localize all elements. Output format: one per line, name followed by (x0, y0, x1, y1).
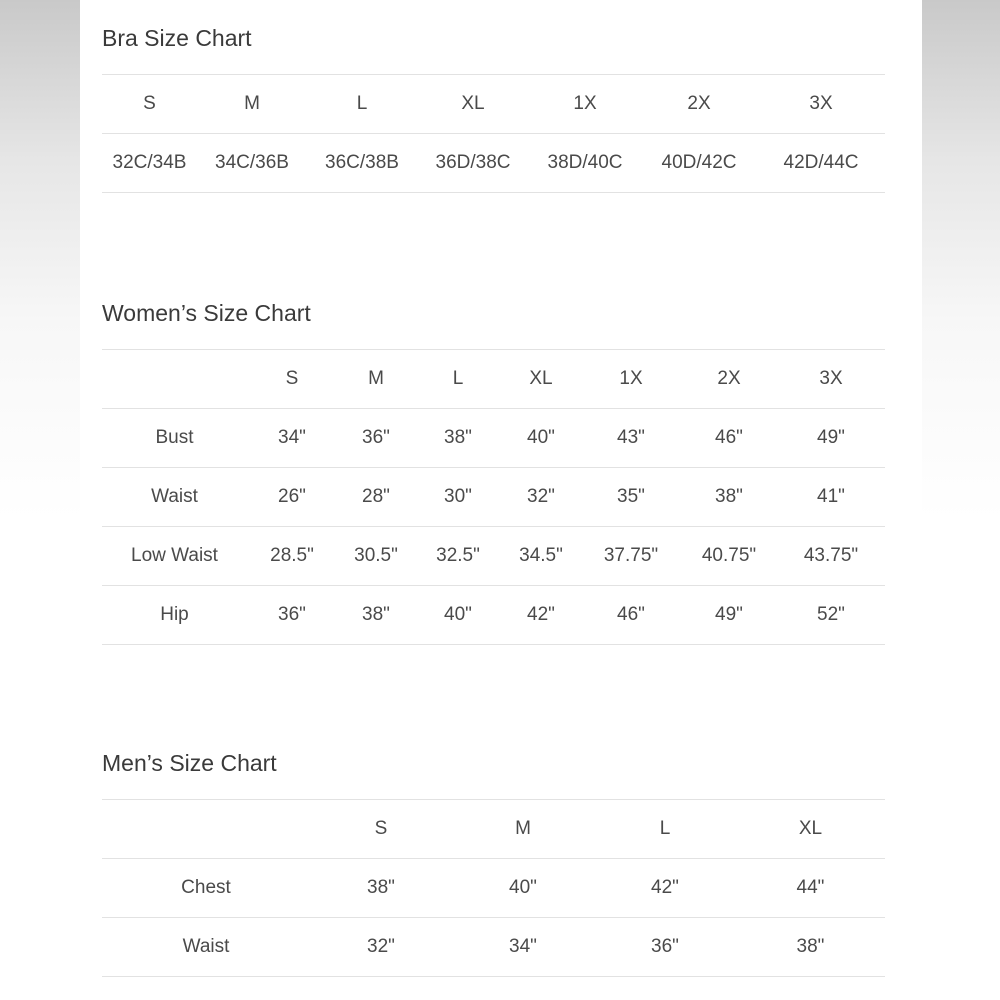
table-cell: 52" (777, 586, 885, 645)
size-header-cell: XL (501, 350, 581, 409)
size-header-cell: XL (417, 75, 529, 134)
table-cell: 40" (415, 586, 501, 645)
table-cell: 37.75" (581, 527, 681, 586)
table-cell: 34C/36B (197, 134, 307, 193)
size-header-cell: L (307, 75, 417, 134)
mens-size-table (102, 799, 885, 977)
table-cell: 49" (777, 409, 885, 468)
row-label: Waist (102, 468, 247, 527)
table-cell: 38" (310, 859, 452, 918)
table-row (102, 468, 885, 527)
size-header-cell: 2X (681, 350, 777, 409)
table-row (102, 859, 885, 918)
table-cell: 41" (777, 468, 885, 527)
table-cell: 38D/40C (529, 134, 641, 193)
size-header-cell: L (594, 800, 736, 859)
table-cell: 26" (247, 468, 337, 527)
size-header-cell: 1X (581, 350, 681, 409)
table-row (102, 409, 885, 468)
size-header-cell: S (247, 350, 337, 409)
mens-chart-title: Men’s Size Chart (102, 750, 277, 776)
table-cell: 28.5" (247, 527, 337, 586)
table-cell: 46" (681, 409, 777, 468)
table-cell: 42" (501, 586, 581, 645)
table-cell: 32" (501, 468, 581, 527)
size-header-cell: S (310, 800, 452, 859)
size-header-cell: 1X (529, 75, 641, 134)
size-header-cell: 3X (757, 75, 885, 134)
size-header-cell: XL (736, 800, 885, 859)
table-cell: 46" (581, 586, 681, 645)
table-cell: 38" (736, 918, 885, 977)
table-cell: 38" (681, 468, 777, 527)
table-cell: 40" (452, 859, 594, 918)
mens-size-header-row (102, 800, 885, 859)
size-header-cell: L (415, 350, 501, 409)
table-cell: 36C/38B (307, 134, 417, 193)
bra-size-chart (102, 2, 885, 193)
womens-size-chart (102, 277, 885, 645)
table-cell: 49" (681, 586, 777, 645)
size-header-cell: M (337, 350, 415, 409)
mens-size-chart (102, 727, 885, 977)
size-header-cell: M (452, 800, 594, 859)
row-label: Waist (102, 918, 310, 977)
table-cell: 34" (452, 918, 594, 977)
size-header-cell: 3X (777, 350, 885, 409)
table-cell: 32.5" (415, 527, 501, 586)
table-cell: 34.5" (501, 527, 581, 586)
table-cell: 32" (310, 918, 452, 977)
bra-cup-row (102, 134, 885, 193)
table-cell: 36" (594, 918, 736, 977)
table-row (102, 918, 885, 977)
table-cell: 34" (247, 409, 337, 468)
womens-size-table (102, 349, 885, 645)
table-cell: 35" (581, 468, 681, 527)
bra-chart-title: Bra Size Chart (102, 25, 252, 51)
womens-chart-title: Women’s Size Chart (102, 300, 311, 326)
empty-header-cell (102, 800, 310, 859)
size-header-cell: S (102, 75, 197, 134)
bra-size-table (102, 74, 885, 193)
table-cell: 30.5" (337, 527, 415, 586)
table-cell: 30" (415, 468, 501, 527)
size-header-cell: 2X (641, 75, 757, 134)
bra-size-header-row (102, 75, 885, 134)
table-row (102, 527, 885, 586)
table-row (102, 586, 885, 645)
table-cell: 36D/38C (417, 134, 529, 193)
table-cell: 40D/42C (641, 134, 757, 193)
table-cell: 36" (337, 409, 415, 468)
table-cell: 28" (337, 468, 415, 527)
empty-header-cell (102, 350, 247, 409)
row-label: Chest (102, 859, 310, 918)
table-cell: 42D/44C (757, 134, 885, 193)
row-label: Hip (102, 586, 247, 645)
table-cell: 36" (247, 586, 337, 645)
table-cell: 40" (501, 409, 581, 468)
size-header-cell: M (197, 75, 307, 134)
table-cell: 38" (415, 409, 501, 468)
table-cell: 38" (337, 586, 415, 645)
womens-size-header-row (102, 350, 885, 409)
table-cell: 43" (581, 409, 681, 468)
table-cell: 40.75" (681, 527, 777, 586)
table-cell: 32C/34B (102, 134, 197, 193)
row-label: Bust (102, 409, 247, 468)
table-cell: 42" (594, 859, 736, 918)
table-cell: 43.75" (777, 527, 885, 586)
size-chart-card (80, 0, 922, 1000)
row-label: Low Waist (102, 527, 247, 586)
table-cell: 44" (736, 859, 885, 918)
